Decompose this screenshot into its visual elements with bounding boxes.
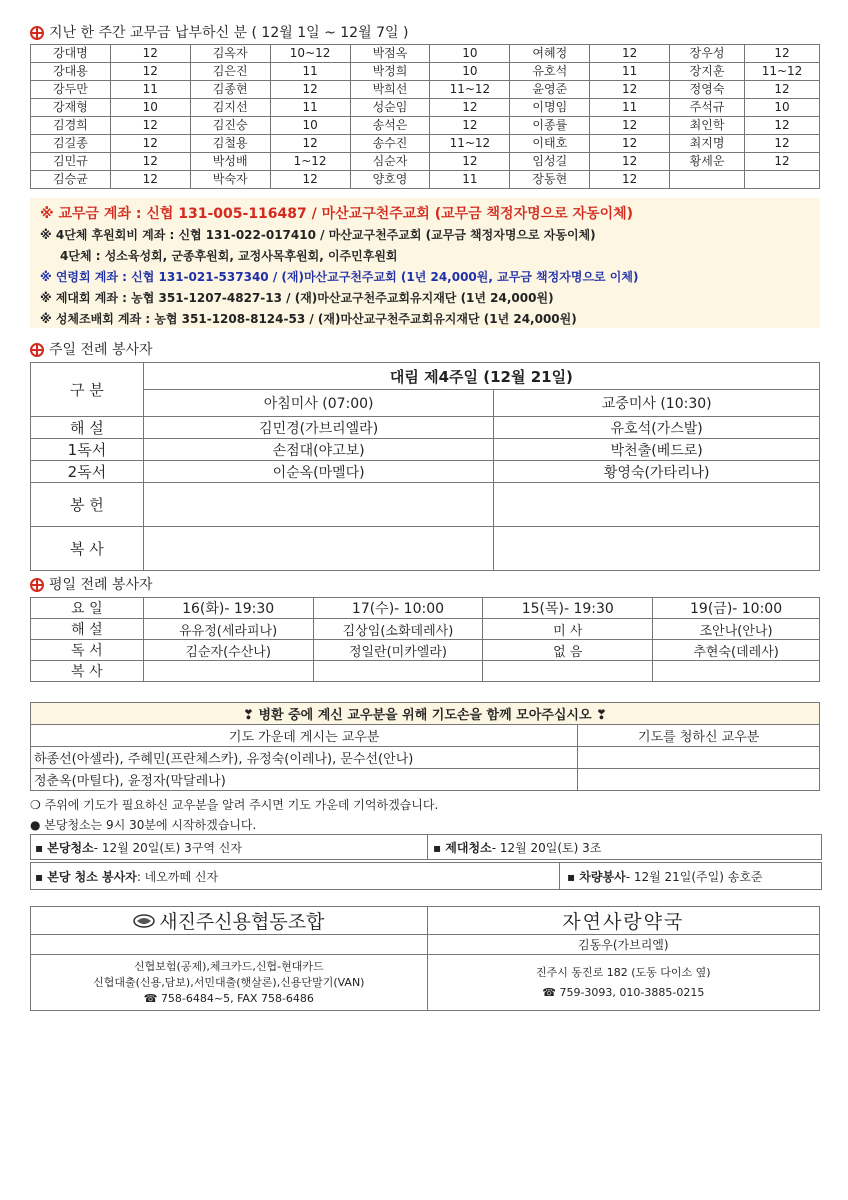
account-line-altar: ※ 제대회 계좌 : 농협 351-1207-4827-13 / (재)마산교구천주교회유지재단 (1년 24,000원) — [40, 291, 554, 305]
prayer-row: 정춘옥(마틸다), 윤정자(막달레나) — [31, 769, 578, 791]
sunday-morning: 손점대(야고보) — [143, 439, 494, 461]
donor-name: 송석은 — [350, 117, 430, 135]
account-line-adoration: ※ 성체조배회 계좌 : 농협 351-1208-8124-53 / (재)마산교구천주교회유지재단 (1년 24,000원) — [40, 312, 577, 326]
donations-title: 지난 한 주간 교무금 납부하신 분 ( 12월 1일 ~ 12월 7일 ) — [49, 25, 409, 41]
donor-name: 최지명 — [670, 135, 745, 153]
donor-name: 이명임 — [510, 99, 590, 117]
sunday-row — [31, 417, 820, 439]
donor-name: 강대명 — [31, 45, 111, 63]
donation-months: 12 — [745, 117, 820, 135]
donor-name: 김은진 — [190, 63, 270, 81]
donation-months: 11 — [590, 99, 670, 117]
cleaning-row-1 — [30, 834, 822, 860]
weekday-section-title — [30, 576, 153, 594]
donation-months: 12 — [110, 135, 190, 153]
donation-months: 12 — [590, 171, 670, 189]
sunday-row — [31, 439, 820, 461]
weekday-day: 16(화)- 19:30 — [143, 598, 313, 619]
sunday-morning: 이순옥(마멜다) — [143, 461, 494, 483]
altar-cleaning: ▪ 제대청소 - 12월 20일(토) 3조 — [433, 840, 602, 855]
weekday-volunteer: 유유정(세라피나) — [143, 619, 313, 640]
donor-name: 박숙자 — [190, 171, 270, 189]
donor-name: 심순자 — [350, 153, 430, 171]
donor-name: 김진숭 — [190, 117, 270, 135]
donor-name: 황세운 — [670, 153, 745, 171]
donation-months: 12 — [110, 153, 190, 171]
donation-months: 11 — [270, 99, 350, 117]
pharmacy-address: 진주시 동진로 182 (도동 다이소 옆) — [536, 965, 711, 979]
donor-name: 임성길 — [510, 153, 590, 171]
donor-name: 김민규 — [31, 153, 111, 171]
prayer-col-right: 기도를 청하신 교우분 — [578, 725, 820, 747]
pharmacy-info — [427, 955, 819, 1011]
cleaning-row-2 — [30, 862, 822, 890]
donor-name: 장지훈 — [670, 63, 745, 81]
weekday-day: 17(수)- 10:00 — [313, 598, 483, 619]
weekday-row — [31, 619, 820, 640]
donation-months: 12 — [430, 99, 510, 117]
donation-months: 12 — [430, 117, 510, 135]
donor-name: 김길종 — [31, 135, 111, 153]
donation-row — [31, 153, 820, 171]
pharmacy-owner: 김동우(가브리엘) — [427, 935, 819, 955]
donor-name: 강대용 — [31, 63, 111, 81]
donor-name: 최인학 — [670, 117, 745, 135]
weekday-volunteer — [653, 661, 820, 682]
sunday-morning — [143, 527, 494, 571]
donation-months: 12 — [745, 135, 820, 153]
donor-name: 김승균 — [31, 171, 111, 189]
cross-icon — [30, 343, 44, 357]
donor-name: 양호영 — [350, 171, 430, 189]
account-line-funeral: ※ 연령회 계좌 : 신협 131-021-537340 / (재)마산교구천주교회 (1년 24,000원, 교무금 책정자명으로 이체) — [40, 270, 639, 284]
weekday-volunteer: 없 음 — [483, 640, 653, 661]
weekday-label: 복 사 — [31, 661, 144, 682]
donation-row — [31, 45, 820, 63]
pharmacy-phone: ☎ 759-3093, 010-3885-0215 — [542, 985, 705, 999]
credit-union-phone: ☎ 758-6484~5, FAX 758-6486 — [143, 991, 314, 1005]
pharmacy-name: 자연사랑약국 — [427, 907, 819, 935]
cleaning-note: ● 본당청소는 9시 30분에 시작하겠습니다. — [30, 818, 257, 832]
donations-section-title — [30, 24, 408, 42]
donation-months: 1~12 — [270, 153, 350, 171]
credit-union-line2: 신협대출(신용,담보),서민대출(햇살론),신용단말기(VAN) — [93, 975, 365, 989]
donation-row — [31, 135, 820, 153]
donation-months: 12 — [430, 153, 510, 171]
prayer-col-left: 기도 가운데 게시는 교우분 — [31, 725, 578, 747]
donation-row — [31, 63, 820, 81]
cleaning-volunteer: ▪ 본당 청소 봉사자 : 네오까떼 신자 — [35, 869, 219, 884]
weekday-row — [31, 661, 820, 682]
weekday-volunteer — [483, 661, 653, 682]
donor-name: 정영숙 — [670, 81, 745, 99]
weekday-header-label: 요 일 — [31, 598, 144, 619]
donation-row — [31, 81, 820, 99]
sunday-label: 복 사 — [31, 527, 144, 571]
sunday-main — [494, 483, 820, 527]
donor-name: 강재형 — [31, 99, 111, 117]
donation-months: 12 — [590, 153, 670, 171]
weekday-day: 19(금)- 10:00 — [653, 598, 820, 619]
donor-name: 유호석 — [510, 63, 590, 81]
donation-months: 10~12 — [270, 45, 350, 63]
donor-name: 장우성 — [670, 45, 745, 63]
sunday-row — [31, 461, 820, 483]
sunday-main — [494, 527, 820, 571]
donation-months: 11 — [430, 171, 510, 189]
donor-name: 강두만 — [31, 81, 111, 99]
prayer-note: ❍ 주위에 기도가 필요하신 교우분을 알려 주시면 기도 가운데 기억하겠습니다. — [30, 798, 439, 812]
donation-months: 10 — [430, 45, 510, 63]
donor-name: 박정희 — [350, 63, 430, 81]
sunday-main: 유호석(가스발) — [494, 417, 820, 439]
donations-table — [30, 44, 820, 189]
sunday-section-title — [30, 341, 153, 359]
credit-union-logo-icon — [133, 911, 155, 933]
credit-union-name: 새진주신용협동조합 — [159, 911, 325, 933]
sunday-row — [31, 527, 820, 571]
credit-union-line1: 신협보험(공제),체크카드,신협-현대카드 — [134, 959, 324, 973]
donor-name: 김옥자 — [190, 45, 270, 63]
donation-months: 12 — [270, 81, 350, 99]
sunday-label: 1독서 — [31, 439, 144, 461]
weekday-day: 15(목)- 19:30 — [483, 598, 653, 619]
weekday-volunteer — [313, 661, 483, 682]
donor-name: 박성배 — [190, 153, 270, 171]
donation-row — [31, 171, 820, 189]
donation-months: 10 — [270, 117, 350, 135]
donor-name: 성순임 — [350, 99, 430, 117]
donor-name: 윤영준 — [510, 81, 590, 99]
donation-months: 11 — [110, 81, 190, 99]
cross-icon — [30, 578, 44, 592]
donor-name: 주석규 — [670, 99, 745, 117]
account-line-groups: ※ 4단체 후원회비 계좌 : 신협 131-022-017410 / 마산교구천주교회 (교무금 책정자명으로 자동이체) — [40, 228, 596, 242]
donation-months: 11 — [270, 63, 350, 81]
weekday-volunteer: 정일란(미카엘라) — [313, 640, 483, 661]
sunday-title: 주일 전례 봉사자 — [49, 342, 153, 358]
sunday-morning — [143, 483, 494, 527]
donor-name: 김지선 — [190, 99, 270, 117]
weekday-volunteer: 조안나(안나) — [653, 619, 820, 640]
donor-name: 송수진 — [350, 135, 430, 153]
prayer-row-requester — [578, 747, 820, 769]
weekday-label: 해 설 — [31, 619, 144, 640]
prayer-banner: ❣ 병환 중에 계신 교우분을 위해 기도손을 함께 모아주십시오 ❣ — [31, 703, 820, 725]
weekday-volunteer: 김상임(소화데레사) — [313, 619, 483, 640]
donation-months: 11 — [590, 63, 670, 81]
donation-months: 12 — [270, 171, 350, 189]
weekday-volunteer — [143, 661, 313, 682]
donation-months — [745, 171, 820, 189]
sunday-label: 해 설 — [31, 417, 144, 439]
sunday-label: 봉 헌 — [31, 483, 144, 527]
donation-months: 12 — [590, 81, 670, 99]
donor-name: 김종현 — [190, 81, 270, 99]
donation-months: 12 — [745, 153, 820, 171]
parish-cleaning: ▪ 본당청소 - 12월 20일(토) 3구역 신자 — [35, 840, 242, 855]
donation-months: 11~12 — [745, 63, 820, 81]
weekday-label: 독 서 — [31, 640, 144, 661]
donor-name: 김철용 — [190, 135, 270, 153]
donation-months: 11~12 — [430, 135, 510, 153]
donation-months: 12 — [270, 135, 350, 153]
credit-union-name-cell — [31, 907, 428, 935]
donor-name: 이종률 — [510, 117, 590, 135]
sunday-col-main: 교중미사 (10:30) — [494, 390, 820, 417]
donor-name: 이태호 — [510, 135, 590, 153]
donation-months: 11~12 — [430, 81, 510, 99]
sunday-main: 박천출(베드로) — [494, 439, 820, 461]
sunday-label: 2독서 — [31, 461, 144, 483]
sunday-table — [30, 362, 820, 571]
donation-months: 12 — [745, 81, 820, 99]
weekday-volunteer: 추현숙(데레사) — [653, 640, 820, 661]
sunday-col-morning: 아침미사 (07:00) — [143, 390, 494, 417]
donation-months: 10 — [430, 63, 510, 81]
account-line-dues: ※ 교무금 계좌 : 신협 131-005-116487 / 마산교구천주교회 (교무금 책정자명으로 자동이체) — [40, 206, 634, 222]
account-line-groups-list: 4단체 : 성소육성회, 군종후원회, 교정사목후원회, 이주민후원회 — [60, 249, 398, 263]
weekday-row — [31, 640, 820, 661]
donor-name: 김경희 — [31, 117, 111, 135]
cross-icon — [30, 26, 44, 40]
donation-months: 10 — [745, 99, 820, 117]
donation-months: 12 — [745, 45, 820, 63]
donor-name: 박점옥 — [350, 45, 430, 63]
donation-months: 12 — [590, 45, 670, 63]
prayer-row-requester — [578, 769, 820, 791]
car-service: ▪ 차량봉사 - 12월 21일(주일) 송호준 — [567, 869, 763, 884]
sunday-morning: 김민경(가브리엘라) — [143, 417, 494, 439]
donation-months: 12 — [590, 135, 670, 153]
donor-name: 박희선 — [350, 81, 430, 99]
donation-months: 12 — [110, 45, 190, 63]
donation-months: 10 — [110, 99, 190, 117]
donor-name: 장동현 — [510, 171, 590, 189]
weekday-title: 평일 전례 봉사자 — [49, 577, 153, 593]
donation-months: 12 — [110, 63, 190, 81]
donation-months: 12 — [110, 117, 190, 135]
donation-months: 12 — [590, 117, 670, 135]
sunday-main: 황영숙(가타리나) — [494, 461, 820, 483]
prayer-table — [30, 702, 820, 791]
donor-name — [670, 171, 745, 189]
ads-table — [30, 906, 820, 1011]
credit-union-info — [31, 955, 428, 1011]
weekday-volunteer: 미 사 — [483, 619, 653, 640]
sunday-header-label: 구 분 — [31, 363, 144, 417]
donor-name: 여혜정 — [510, 45, 590, 63]
donation-row — [31, 99, 820, 117]
sunday-header-title: 대림 제4주일 (12월 21일) — [143, 363, 819, 390]
weekday-table — [30, 597, 820, 682]
weekday-volunteer: 김순자(수산나) — [143, 640, 313, 661]
donation-months: 12 — [110, 171, 190, 189]
donation-row — [31, 117, 820, 135]
sunday-row — [31, 483, 820, 527]
accounts-box — [30, 198, 820, 328]
prayer-row: 하종선(아셀라), 주혜민(프란체스카), 유정숙(이레나), 문수선(안나) — [31, 747, 578, 769]
